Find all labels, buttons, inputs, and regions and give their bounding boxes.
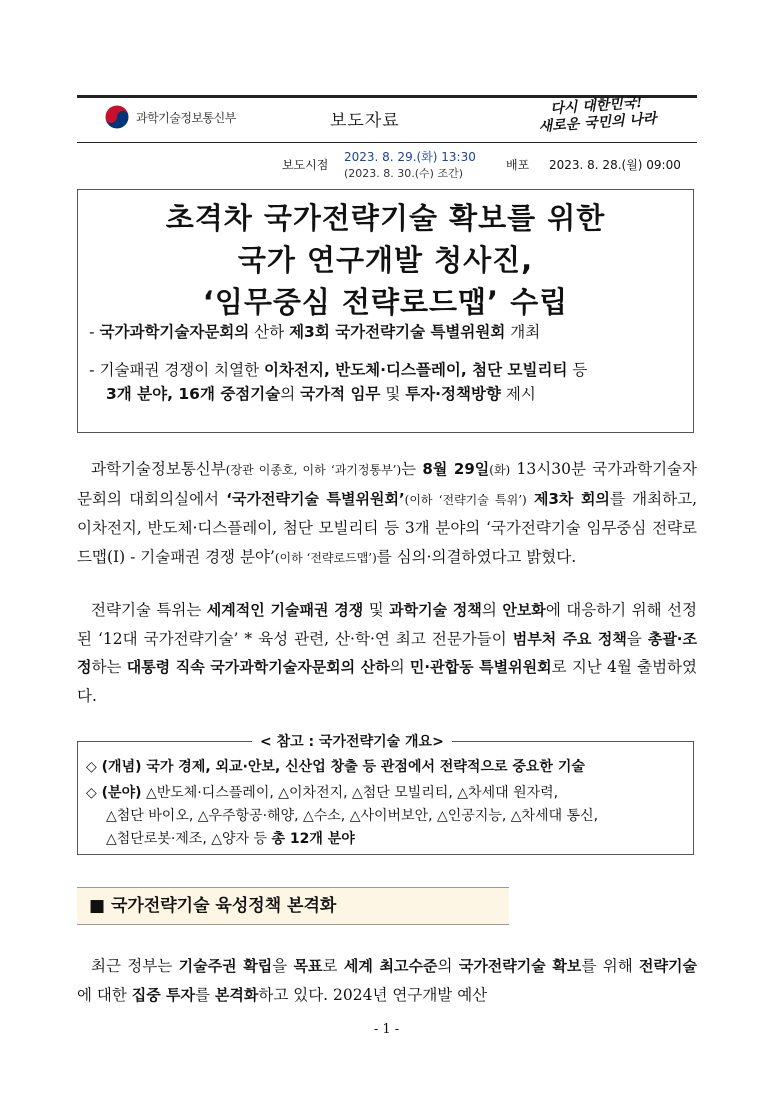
p-bold: ‘국가전략기술 특별위원회’: [226, 489, 405, 508]
p-text: 에 대응하기 위해 선정된 ‘12대 국가전략기술’ * 육성 관련, 산·학·연 최고 전문가들이: [77, 601, 697, 648]
reference-title: < 참고 : 국가전략기술 개요>: [252, 731, 452, 751]
ref-text: △첨단로봇·제조, △양자 등: [106, 831, 272, 847]
sub-text: - 기술패권 경쟁이 치열한: [89, 361, 265, 379]
p-text: [527, 490, 534, 508]
release-paper-date: (2023. 8. 30.(수) 조간): [344, 167, 464, 180]
title-line-2: 국가 연구개발 청사진,: [237, 243, 534, 277]
p-text: 13시30분 국가과학기술자문회의 대회의실에서: [77, 460, 697, 508]
p-small: (화): [489, 463, 511, 477]
ministry-logo: [104, 104, 236, 130]
sub-text: -: [89, 323, 100, 341]
paragraph-3: [77, 952, 697, 1009]
ref-label: ◇ (개념): [86, 759, 142, 775]
subtitle-1: [89, 320, 689, 344]
p-bold: 대통령 직속 국가과학기술자문회의 산하: [126, 658, 390, 676]
sub-bold: 이차전지, 반도체·디스플레이, 첨단 모빌리티: [264, 361, 568, 379]
title-line-3: ‘임무중심 전략로드맵’ 수립: [202, 285, 569, 319]
p-text: 하는: [91, 658, 127, 676]
release-datetime: 2023. 8. 29.(화) 13:30: [344, 150, 476, 164]
ref-text: 국가 경제, 외교·안보, 신산업 창출 등 관점에서 전략적으로 중요한 기술: [141, 759, 585, 775]
p-bold: 민·관합동 특별위원회: [409, 658, 552, 676]
p-bold: 범부처 주요 정책: [512, 629, 627, 648]
p-bold: 기술주권 확립: [178, 957, 273, 975]
sub-bold: 국가과학기술자문회의: [99, 323, 250, 341]
subtitle-2: [89, 358, 689, 382]
distribution-label: 배포: [506, 158, 530, 172]
p-bold: 안보화: [502, 601, 546, 619]
sub-bold: 제3회 국가전략기술 특별위원회: [289, 323, 506, 341]
title-line-1: 초격차 국가전략기술 확보를 위한: [165, 201, 606, 235]
p-text: 을: [626, 629, 648, 648]
p-text: 를 위해: [581, 957, 640, 975]
sub-text: 등: [567, 361, 588, 379]
p-text: 를 개최하고, 이차전지, 반도체·디스플레이, 첨단 모빌리티 등 3개 분야의 ‘국가전략기술 임무중심 전략로드맵(Ⅰ) - 기술패권 경쟁 분야’: [77, 489, 697, 566]
p-bold: 과학기술 정책: [389, 601, 482, 619]
p-bold: 제3차 회의: [533, 489, 610, 508]
p-small: (장관 이종호, 이하 ‘과기정통부’): [225, 463, 402, 477]
p-text: 로 지난 4월 출범하였다.: [77, 658, 698, 705]
taegeuk-icon: [104, 104, 130, 130]
slogan-line-2: 새로운 국민의 나라: [538, 110, 657, 136]
p-bold: 세계적인 기술패권 경쟁: [206, 601, 364, 619]
p-text: 에 대한: [77, 985, 132, 1004]
p-bold: 8월 29일: [422, 460, 490, 478]
distribution-datetime: 2023. 8. 28.(월) 09:00: [549, 158, 681, 172]
reference-concept: [86, 756, 686, 778]
p-text: 의: [437, 957, 459, 975]
p-text: 하고 있다. 2024년 연구개발 예산: [258, 985, 488, 1004]
p-bold: 국가전략기술 확보: [458, 957, 582, 975]
p-text: 및: [363, 601, 390, 619]
sub-text: 및: [380, 385, 406, 403]
p-bold: 세계 최고수준: [343, 957, 438, 975]
page-number: - 1 -: [373, 1022, 400, 1037]
sub-text: 의: [280, 385, 301, 403]
p-small: (이하 ‘전략기술 특위’): [404, 492, 527, 507]
ministry-name: 과학기술정보통신부: [136, 110, 236, 125]
p-text: 최근 정부는: [91, 957, 179, 975]
p-text: 과학기술정보통신부: [91, 460, 226, 478]
p-text: 전략기술 특위는: [91, 601, 207, 619]
ref-label: ◇ (분야): [86, 785, 142, 801]
p-text: 는: [401, 460, 423, 478]
release-time-label: 보도시점: [282, 158, 329, 172]
p-text: 를: [194, 985, 215, 1004]
sub-text: 개최: [505, 323, 541, 341]
press-release-label: 보도자료: [330, 111, 400, 131]
sub-bold: 국가적 임무: [300, 385, 381, 403]
p-bold: 목표: [293, 957, 323, 975]
paragraph-2: [77, 596, 697, 710]
p-text: 를 심의·의결하였다고 밝혔다.: [376, 547, 577, 566]
p-text: 을: [272, 957, 294, 975]
section-heading: ■ 국가전략기술 육성정책 본격화: [77, 887, 509, 925]
p-bold: 본격화: [214, 985, 259, 1004]
reference-field-line-2: △첨단 바이오, △우주항공·해양, △수소, △사이버보안, △인공지능, △차세대 통신,: [106, 808, 599, 824]
sub-bold: 3개 분야, 16개 중점기술: [106, 385, 281, 403]
reference-field: [86, 782, 686, 804]
p-bold: 총괄·조정: [77, 629, 697, 676]
sub-text: 산하: [249, 323, 290, 341]
p-bold: 집중 투자: [131, 985, 195, 1004]
ref-bold: 총 12개 분야: [271, 831, 355, 847]
p-text: 의: [389, 658, 410, 676]
p-text: 로: [322, 957, 344, 975]
sub-bold: 투자·정책방향: [405, 385, 501, 403]
subtitle-2-cont: [106, 382, 706, 406]
paragraph-1: [77, 455, 697, 572]
ref-text: △반도체·디스플레이, △이차전지, △첨단 모빌리티, △차세대 원자력,: [141, 785, 559, 801]
p-text: 의: [481, 601, 503, 619]
p-small: (이하 ‘전략로드맵’): [274, 550, 377, 565]
p-bold: 전략기술: [639, 957, 698, 975]
sub-text: 제시: [500, 385, 536, 403]
reference-field-line-3: [106, 828, 706, 850]
slogan-line-1: 다시 대한민국!: [549, 94, 643, 118]
